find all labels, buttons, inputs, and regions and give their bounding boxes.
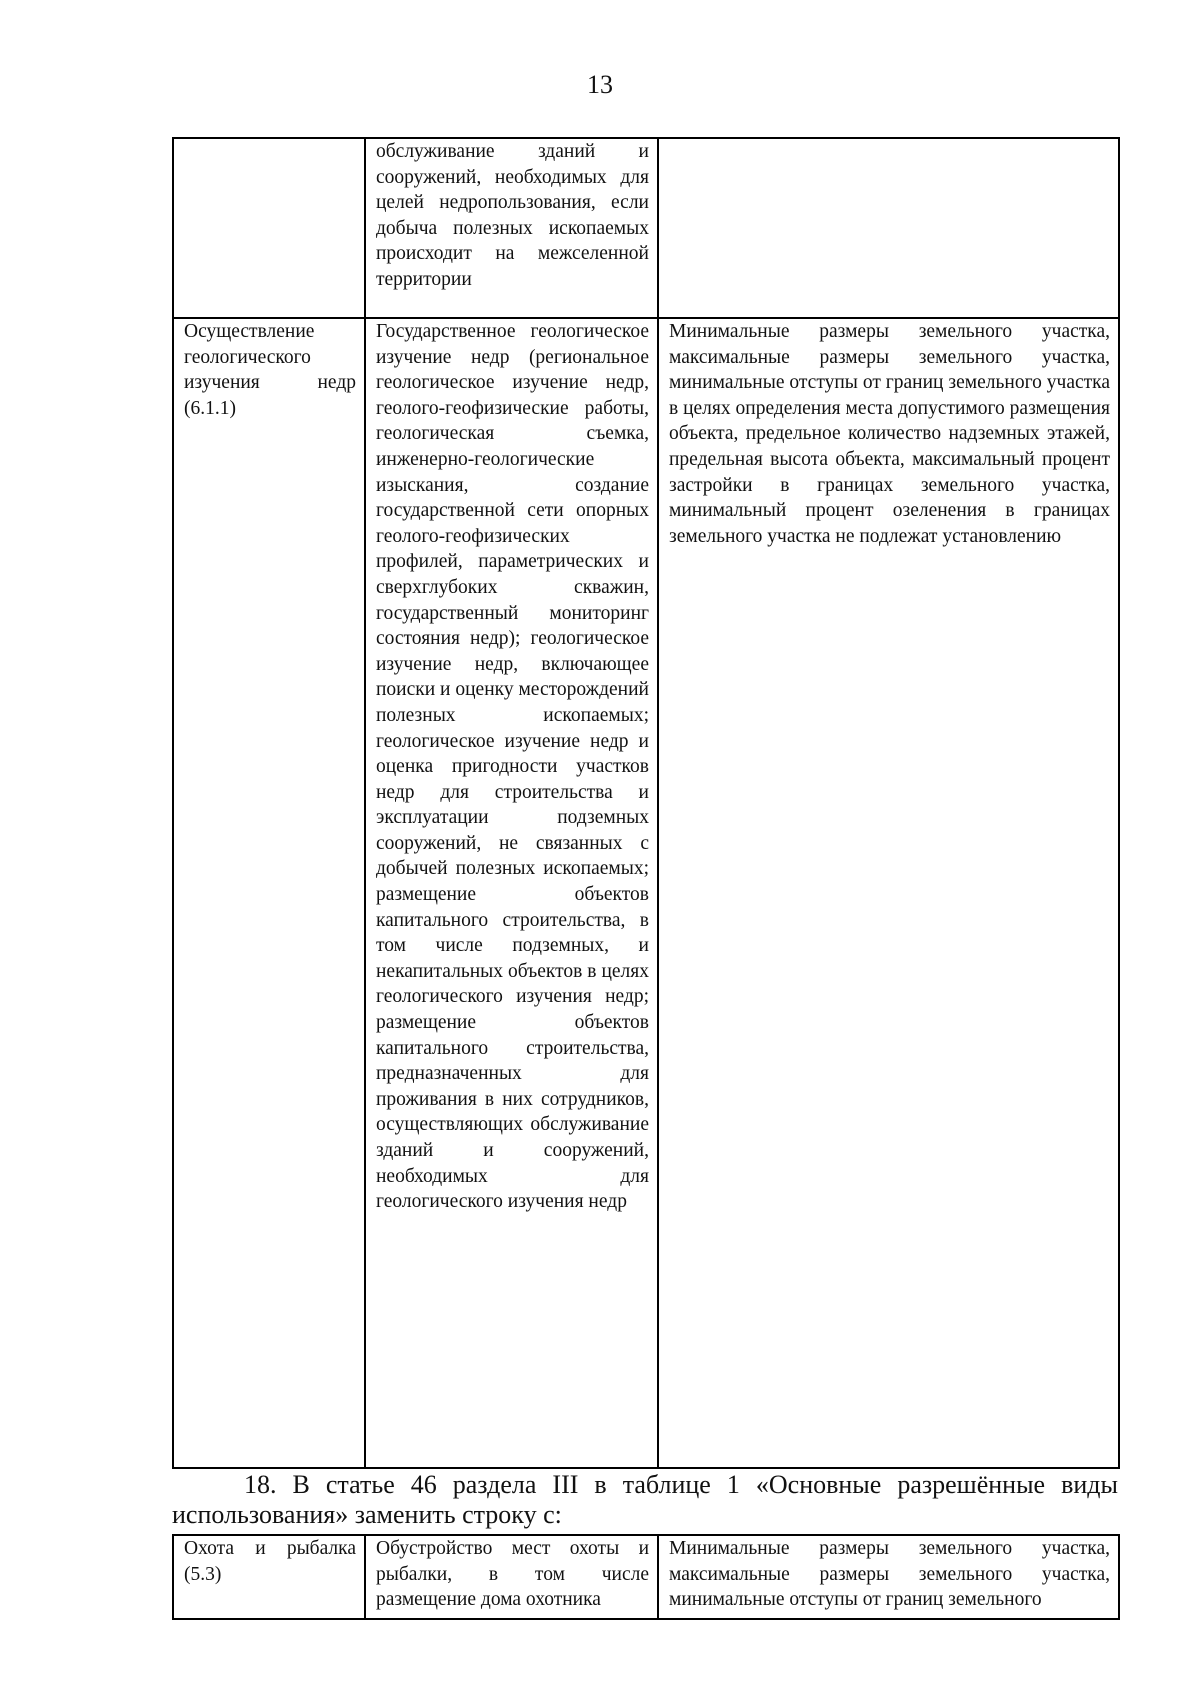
use-name-cell: [173, 318, 365, 1468]
use-description: Обустройство мест охоты и рыбалки, в том числе размещение дома охотника: [376, 1538, 649, 1611]
use-description-cell: [365, 1535, 658, 1619]
use-parameters-cell: [658, 1535, 1119, 1619]
amendment-paragraph: 18. В статье 46 раздела III в таблице 1 «Основные разрешённые виды использования» заменить строку с:: [172, 1470, 1118, 1529]
use-parameters-cell: [658, 138, 1119, 318]
land-use-table-continuation: [172, 1534, 1120, 1620]
use-description: Государственное геологическое изучение недр (региональное геологическое изучение недр, геолого-геофизические работы, геологическая съемка, инженерно-геологические изыскания, создание государственной сети опорных геолого-геофизических профилей, параметрических и сверхглубоких скважин, государственный мониторинг состояния недр); геологическое изучение недр, включающее поиски и оценку месторождений полезных ископаемых; геологическое изучение недр и оценка пригодности участков недр для строительства и эксплуатации подземных сооружений, не связанных с добычей полезных ископаемых; размещение объектов капитального строительства, в том числе подземных, и некапитальных объектов в целях геологического изучения недр; размещение объектов капитального строительства, предназначенных для проживания в них сотрудников, осуществляющих обслуживание зданий и сооружений, необходимых для геологического изучения недр: [376, 321, 649, 1213]
page-number: 13: [587, 70, 613, 99]
table-row: [173, 318, 1119, 1468]
table-row: [173, 1535, 1119, 1619]
use-description-cell: [365, 138, 658, 318]
use-parameters: Минимальные размеры земельного участка, максимальные размеры земельного участка, минимальные отступы от границ земельного участка в целях определения места допустимого размещения объекта, предельное количество надземных этажей, предельная высота объекта, максимальный процент застройки в границах земельного участка, минимальный процент озеленения в границах земельного участка не подлежат установлению: [669, 321, 1110, 547]
use-name-cell: [173, 1535, 365, 1619]
use-parameters: Минимальные размеры земельного участка, максимальные размеры земельного участка, минимальные отступы от границ земельного: [669, 1538, 1110, 1611]
use-description-cell: [365, 318, 658, 1468]
use-name: Охота и рыбалка (5.3): [184, 1538, 356, 1585]
use-description: обслуживание зданий и сооружений, необходимых для целей недропользования, если добыча полезных ископаемых происходит на межселенной территории: [376, 141, 649, 290]
use-parameters-cell: [658, 318, 1119, 1468]
land-use-table: [172, 137, 1120, 1469]
table-row: [173, 138, 1119, 318]
use-name: Осуществление геологического изучения недр (6.1.1): [184, 321, 356, 419]
use-name-cell: [173, 138, 365, 318]
